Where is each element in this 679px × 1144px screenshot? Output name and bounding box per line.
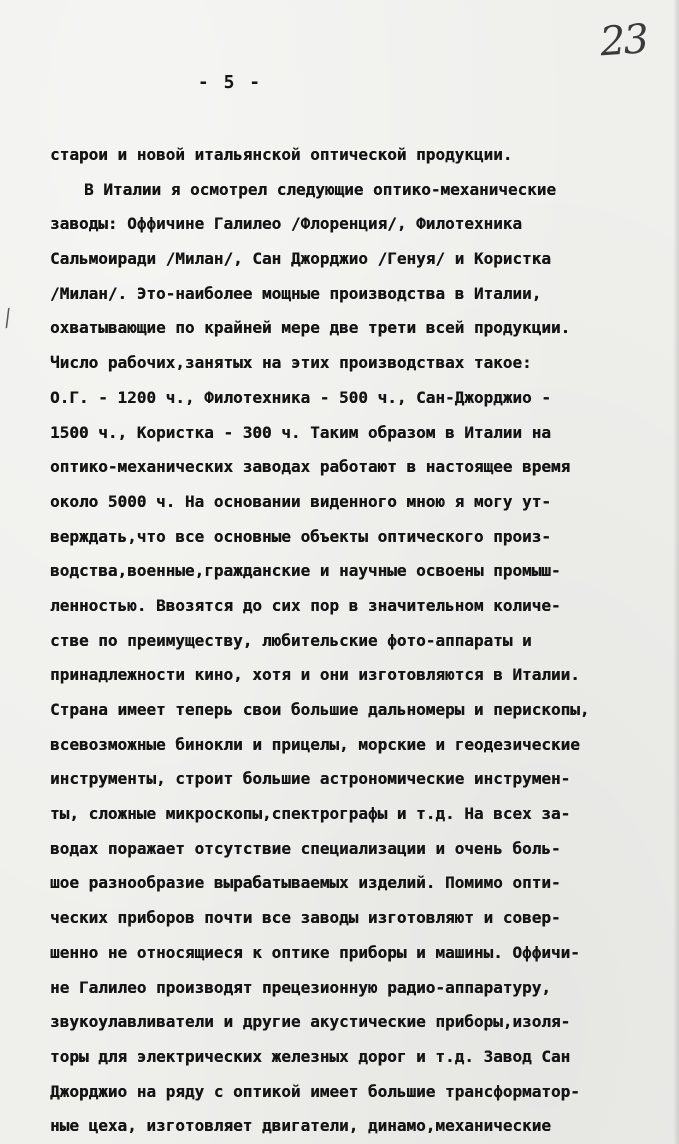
scan-edge-shadow <box>673 0 679 1144</box>
text-line: /Милан/. Это-наиболее мощные производства в Италии, <box>50 283 542 303</box>
text-line: верждать,что все основные объекты оптического произ- <box>50 526 551 546</box>
typewritten-body <box>50 138 670 1144</box>
text-line: водах поражает отсутствие специализации и очень боль- <box>50 838 561 858</box>
text-line: стве по преимуществу, любительские фото-аппараты и <box>50 630 532 650</box>
text-line: шое разнообразие вырабатываемых изделий. Помимо опти- <box>50 873 561 893</box>
text-line: Страна имеет теперь свои большие дальномеры и перископы, <box>50 700 590 719</box>
margin-pencil-mark: / <box>0 305 16 332</box>
text-line: В Италии я осмотрел следующие оптико-механические <box>84 179 557 199</box>
page-number: - 5 - <box>197 72 263 93</box>
text-line: ленностью. Ввозятся до сих пор в значительном количе- <box>50 595 561 615</box>
text-line: оптико-механических заводах работают в настоящее время <box>50 457 571 477</box>
text-line: всевозможные бинокли и прицелы, морские и геодезические <box>50 734 580 754</box>
text-line: ные цеха, изготовляет двигатели, динамо,механические <box>50 1116 551 1136</box>
text-line: старои и новой итальянской оптической продукции. <box>50 145 513 164</box>
text-line: Джорджио на ряду с оптикой имеет большие трансформатор- <box>50 1081 580 1101</box>
text-line: Сальмоиради /Милан/, Сан Джорджио /Генуя/ и Користка <box>50 249 551 269</box>
text-line: заводы: Оффичине Галилео /Флоренция/, Филотехника <box>50 214 523 234</box>
text-line: ты, сложные микроскопы,спектрографы и т.д. На всех за- <box>50 804 571 824</box>
text-line: охватывающие по крайней мере две трети всей продукции. <box>50 318 571 338</box>
text-line: не Галилео производят прецезионную радио-аппаратуру, <box>50 977 551 997</box>
text-line: О.Г. - 1200 ч., Филотехника - 500 ч., Сан-Джорджио - <box>50 387 551 407</box>
text-line: ческих приборов почти все заводы изготовляют и совер- <box>50 908 561 928</box>
text-line: звукоулавливатели и другие акустические приборы,изоля- <box>50 1012 571 1032</box>
text-line: торы для электрических железных дорог и т.д. Завод Сан <box>50 1046 571 1066</box>
text-line: 1500 ч., Користка - 300 ч. Таким образом в Италии на <box>50 422 551 442</box>
text-line: шенно не относящиеся к оптике приборы и машины. Оффичи- <box>50 942 580 962</box>
text-line: около 5000 ч. На основании виденного мною я могу ут- <box>50 491 551 511</box>
text-line: Число рабочих,занятых на этих производствах такое: <box>50 353 532 373</box>
text-line: принадлежности кино, хотя и они изготовляются в Италии. <box>50 665 580 685</box>
handwritten-folio-number: 23 <box>598 16 649 66</box>
text-line: водства,военные,гражданские и научные освоены промыш- <box>50 561 561 581</box>
text-line: инструменты, строит большие астрономические инструмен- <box>50 769 571 789</box>
